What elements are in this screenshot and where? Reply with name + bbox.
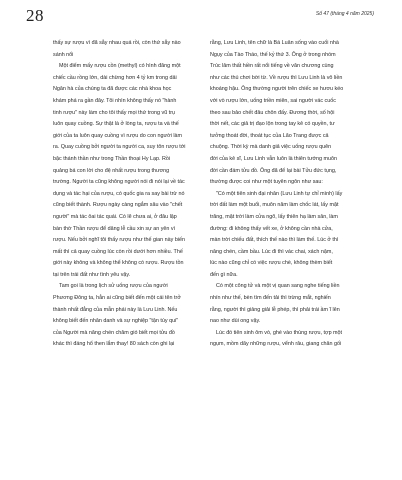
left-text-column xyxy=(53,38,213,351)
quote-paragraph: "Có một tiên sinh đại nhân (Lưu Linh tự chỉ mình) lấy trời đất làm một buổi, muôn năm làm chốc lát, lấy mặt trăng, mặt trời làm cửa ngõ, lấy thiên hạ làm sân, làm đường: đi không thấy vết xe, ở không cần nhà cửa, màn trời chiếu đất, thích thế nào thì làm thế. Lúc ở thì nâng chén, cầm bầu. Lúc đi thì vác chai, xách nậm, lúc nào cũng chỉ có việc rượu chè, không thèm biết đến gì nữa. xyxy=(210,190,343,278)
paragraph: Lúc đó tiên sinh ôm vò, ghé vào thùng rượu, tợp một ngụm, mồm dãy những rượu, vểnh râu, giang chân gối xyxy=(210,329,343,348)
paragraph: Một điểm mấy rượu cồn (methyl) có hình đăng một chiếc cầu rồng lớn, dài chừng hơn 4 tỷ km trong dải Ngân hà của chúng ta đã được các nhà khoa học khám phá ra gần đây. Tôi nhìn không thấy nó "hành tinh rượu" này làm cho tôi thấy mọi thứ trong vũ trụ luôn quay cuồng. Sự thật là ở lòng ta, rượu ta và thế giới của ta luôn quay cuồng vì rượu do con người làm ra. Quay cuồng bởi người ta người ca, suy tôn rượu tới bậc thánh thần như trong Thần thoại Hy Lạp. Rồi quảng bá con lời cho đệ nhất rượu trong thương trường. Người ta cũng không người nói đi nói lại về tác dụng và tác hại của rượu, có quốc gia ra say bài trừ nó cũng biết thành. Rượu ngày càng ngắm sâu vào "chết người" mà tác ôai tác quái. Có lẽ chưa ai, ở đâu lập bàn thờ Thần rượu để dâng lễ cầu xin sự an yên vì rượu. Nếu bởi nghĩ tôi thấy rượu như thế gian này biến mất thì cả quay cuồng lúc còn rồi dưới hơn nhiều. Thế giới này không và không thể không có rượu. Rượu tồn tại trên trái đất như tình yêu vậy. xyxy=(53,63,186,278)
right-text-column xyxy=(210,38,372,351)
paragraph: Tam goi là trong lịch sử uống rượu của người Phương Đông ta, hẳn ai cũng biết đến một cái tên trở thành nhất đẳng của mẫn phái này là Lưu Linh. Nếu không biết đến nhân danh và sự nghiệp "tận túy qui" của Người mà năng chén chăm gió biết mọi tửu đồ khác thì đáng hổ then lắm thay! 80 sách còn ghi lại xyxy=(53,283,181,348)
paragraph: thấy sự rượu vì đã sẵy nhau quá rồi, còn thứ sẵy nào sánh nổi xyxy=(53,40,181,58)
running-head: Số 47 (tháng 4 năm 2025) xyxy=(315,11,374,17)
paragraph: Có một công tử và một vị quan sang nghe tiếng liền nhín như thế, bèn tìm đến tải thì trừng mắt, nghiến rằng, người thì giảng giải lễ phép, thì phải trái ầm ĩ lên nao như dùi ong vậy. xyxy=(210,283,340,325)
paragraph: rằng, Lưu Linh, tên chữ là Bá Luân sống vào cuối nhà Ngụy của Tào Tháo, thế kỷ thứ 3. Ông ở trong nhóm Trúc lâm thất hiền rất nổi tiếng về văn chương cùng như các thú chơi bời từ. Về rượu thì Lưu Linh là vô liền khoáng hậu. Ông thường người trên chiếc xe hươu kéo với vò rượu lớn, uống triền miên, sai người vác cuốc theo sau bảo chết đâu chôn đấy. Đương thời, số hội thời nết, các giả trị đạo lộn trong tay kẻ có quyền, tư tưởng thoát đời, thoát tục của Lão Trang được cả chuộng. Thời kỳ mà danh giả việc uống rượu quên đời của kẻ sĩ, Lưu Linh vẫn luôn là thiên tướng muôn đời cần đám tửu đồ. Ông đã để lại bài Tửu đức tụng, thường được coi như một tuyên ngôn như sau: xyxy=(210,40,344,186)
page-number: 28 xyxy=(26,6,44,25)
